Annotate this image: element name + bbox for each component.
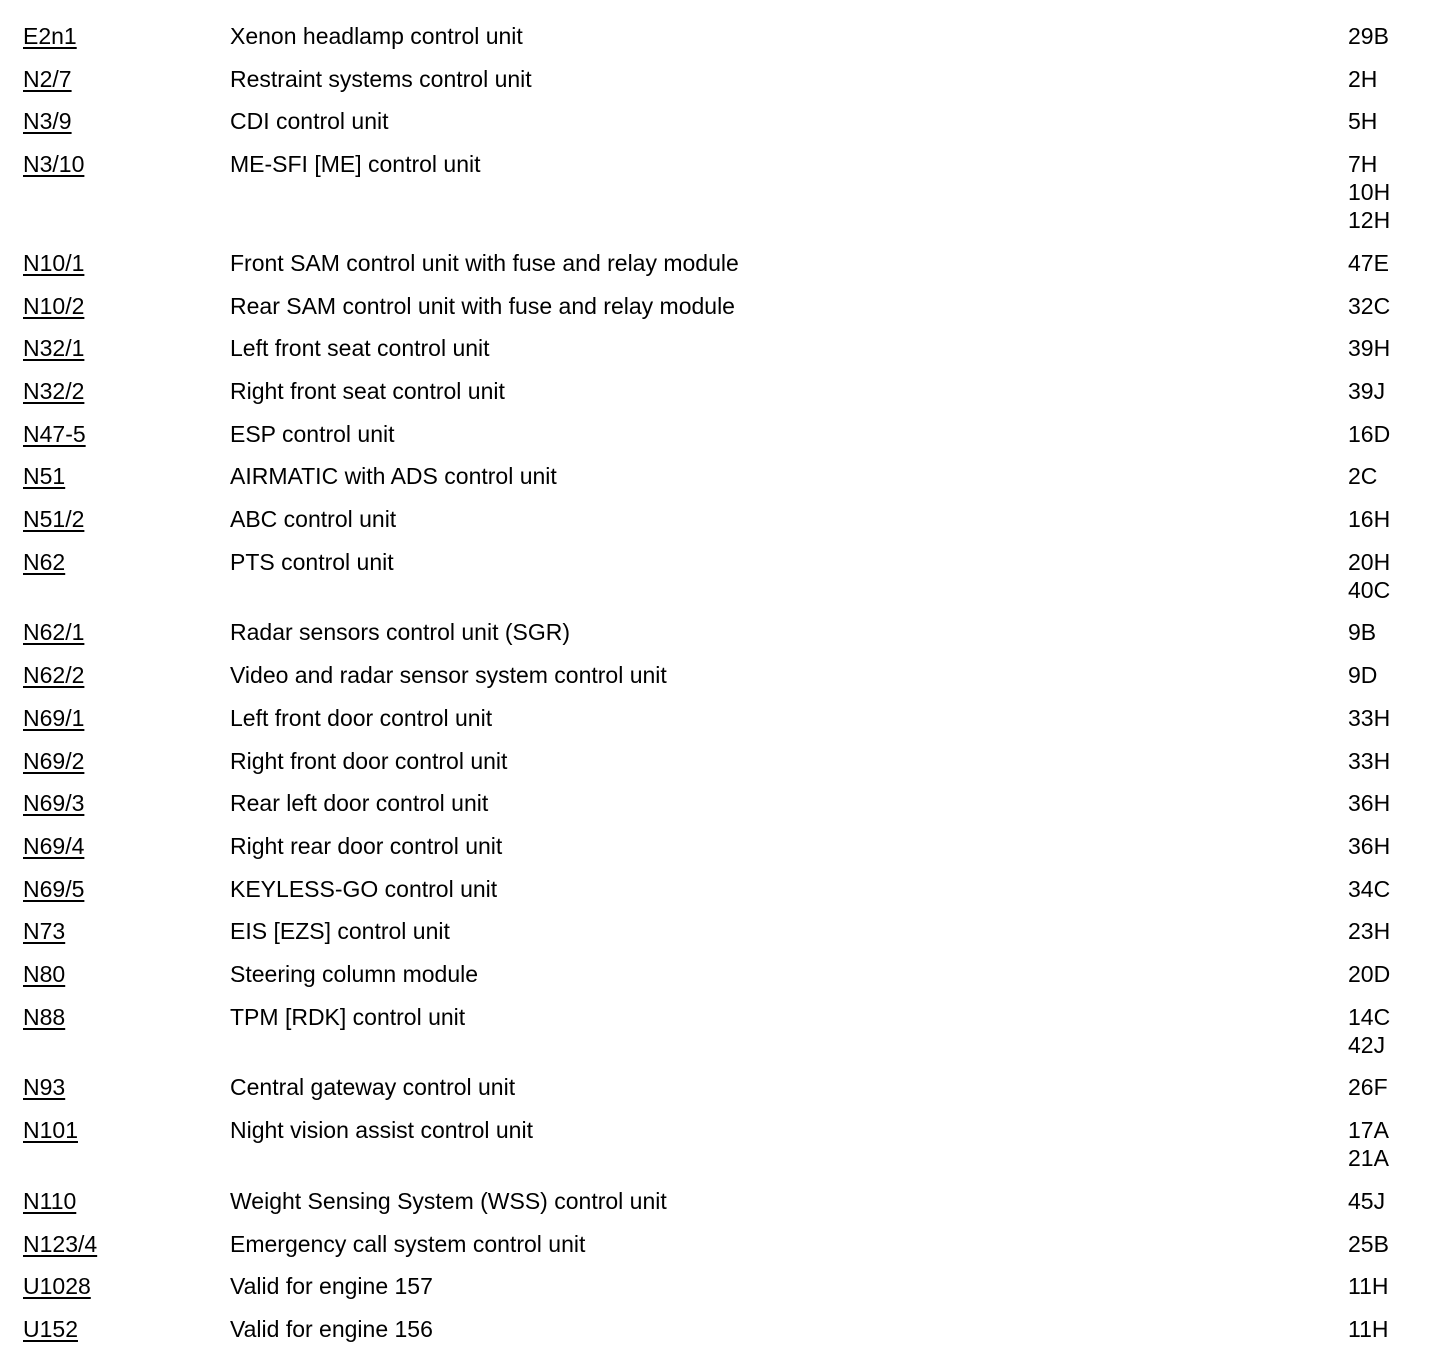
component-description: ABC control unit [230, 506, 397, 532]
component-locations [1348, 960, 1390, 988]
component-locations [1348, 249, 1389, 277]
component-locations [1348, 22, 1389, 50]
location-ref: 36H [1348, 790, 1391, 817]
component-description: Right rear door control unit [230, 832, 503, 859]
component-description: Steering column module [230, 961, 479, 987]
component-code-link[interactable]: N69/5 [23, 875, 85, 902]
component-locations [1348, 462, 1377, 490]
component-description: Weight Sensing System (WSS) control unit [230, 1187, 667, 1214]
component-code-link[interactable]: N10/1 [23, 249, 85, 276]
component-locations [1348, 150, 1390, 234]
component-code-link[interactable]: N101 [23, 1117, 78, 1144]
component-code-link[interactable]: N3/9 [23, 108, 72, 135]
location-ref: 2H [1348, 65, 1378, 92]
location-ref: 36H [1348, 832, 1391, 859]
component-description: Left front door control unit [230, 704, 493, 731]
component-code-link[interactable]: N62 [23, 548, 66, 575]
location-ref: 23H [1348, 918, 1391, 945]
component-locations [1348, 548, 1390, 604]
component-locations [1348, 377, 1385, 405]
location-ref: 5H [1348, 108, 1378, 135]
component-locations [1348, 1073, 1388, 1101]
component-description: Rear SAM control unit with fuse and relay module [230, 292, 735, 319]
component-locations [1348, 875, 1390, 903]
component-code-link[interactable]: N69/4 [23, 832, 85, 859]
component-locations [1348, 832, 1390, 860]
location-ref: 11H [1348, 1273, 1389, 1300]
component-description: CDI control unit [230, 108, 389, 135]
component-code-link[interactable]: N47-5 [23, 420, 86, 447]
component-locations [1348, 704, 1390, 732]
component-locations [1348, 1116, 1389, 1172]
location-ref: 33H [1348, 704, 1391, 731]
location-ref: 32C [1348, 292, 1391, 319]
component-locations [1348, 917, 1390, 945]
component-locations [1348, 661, 1377, 689]
component-description: AIRMATIC with ADS control unit [230, 463, 557, 490]
component-description: Xenon headlamp control unit [230, 23, 523, 49]
location-ref: 7H [1348, 151, 1378, 178]
location-ref: 14C [1348, 1003, 1391, 1030]
component-locations [1348, 618, 1376, 646]
location-ref: 29B [1348, 23, 1389, 49]
component-description: Front SAM control unit with fuse and relay module [230, 249, 739, 276]
component-locations [1348, 107, 1377, 135]
component-code-link[interactable]: U152 [23, 1315, 78, 1342]
component-description: Left front seat control unit [230, 335, 490, 362]
location-ref: 2C [1348, 463, 1378, 490]
location-ref: 16D [1348, 420, 1391, 447]
location-ref: 20H [1348, 548, 1391, 575]
component-code-link[interactable]: N88 [23, 1003, 66, 1030]
component-code-link[interactable]: N110 [23, 1187, 77, 1214]
location-ref: 12H [1348, 207, 1391, 234]
component-locations [1348, 747, 1390, 775]
component-locations [1348, 505, 1390, 533]
location-ref: 45J [1348, 1187, 1386, 1214]
component-description: Rear left door control unit [230, 790, 489, 817]
location-ref: 10H [1348, 179, 1391, 206]
component-code-link[interactable]: N10/2 [23, 292, 85, 319]
location-ref: 20D [1348, 961, 1391, 987]
location-ref: 34C [1348, 875, 1391, 902]
component-description: PTS control unit [230, 548, 394, 575]
location-ref: 40C [1348, 576, 1391, 603]
component-code-link[interactable]: N62/1 [23, 619, 85, 646]
component-locations [1348, 1230, 1389, 1258]
component-code-link[interactable]: N69/3 [23, 790, 85, 817]
component-locations [1348, 420, 1390, 448]
component-code-link[interactable]: N80 [23, 961, 66, 987]
component-code-link[interactable]: N51 [23, 463, 66, 490]
component-locations [1348, 65, 1377, 93]
component-code-link[interactable]: N51/2 [23, 506, 85, 532]
component-code-link[interactable]: N2/7 [23, 65, 72, 92]
component-description: Night vision assist control unit [230, 1117, 533, 1144]
location-ref: 47E [1348, 249, 1389, 276]
location-ref: 25B [1348, 1230, 1389, 1257]
component-locations [1348, 334, 1390, 362]
component-code-link[interactable]: N73 [23, 918, 66, 945]
location-ref: 39J [1348, 377, 1386, 404]
component-description: ESP control unit [230, 420, 395, 447]
component-code-link[interactable]: N69/2 [23, 747, 85, 774]
location-ref: 9B [1348, 619, 1377, 646]
location-ref: 42J [1348, 1031, 1386, 1058]
location-ref: 9D [1348, 662, 1378, 689]
location-ref: 33H [1348, 747, 1391, 774]
component-description: Restraint systems control unit [230, 65, 532, 92]
component-locations [1348, 1003, 1390, 1059]
location-ref: 16H [1348, 506, 1391, 532]
component-locations [1348, 1187, 1385, 1215]
location-ref: 26F [1348, 1074, 1388, 1101]
location-ref: 39H [1348, 335, 1391, 362]
component-description: Valid for engine 157 [230, 1273, 433, 1300]
component-code-link[interactable]: E2n1 [23, 23, 77, 49]
component-description: Right front door control unit [230, 747, 508, 774]
location-ref: 21A [1348, 1145, 1389, 1172]
component-code-link[interactable]: N32/2 [23, 377, 85, 404]
component-description: Video and radar sensor system control unit [230, 662, 667, 689]
component-locations [1348, 1315, 1389, 1343]
component-description: ME-SFI [ME] control unit [230, 151, 481, 178]
component-code-link[interactable]: N32/1 [23, 335, 85, 362]
component-code-link[interactable]: N93 [23, 1074, 66, 1101]
component-description: TPM [RDK] control unit [230, 1003, 466, 1030]
component-code-link[interactable]: N3/10 [23, 151, 85, 178]
location-ref: 11H [1348, 1315, 1389, 1342]
component-description: Valid for engine 156 [230, 1315, 433, 1342]
component-description: Radar sensors control unit (SGR) [230, 619, 571, 646]
component-description: Right front seat control unit [230, 377, 505, 404]
component-description: Central gateway control unit [230, 1074, 516, 1101]
component-code-link[interactable]: N69/1 [23, 704, 85, 731]
component-description: KEYLESS-GO control unit [230, 875, 498, 902]
component-locations [1348, 292, 1390, 320]
component-code-link[interactable]: N62/2 [23, 662, 85, 689]
component-description: Emergency call system control unit [230, 1230, 586, 1257]
component-description: EIS [EZS] control unit [230, 918, 450, 945]
component-locations [1348, 1272, 1389, 1300]
location-ref: 17A [1348, 1117, 1389, 1144]
component-code-link[interactable]: N123/4 [23, 1230, 98, 1257]
component-locations [1348, 789, 1390, 817]
component-code-link[interactable]: U1028 [23, 1273, 91, 1300]
